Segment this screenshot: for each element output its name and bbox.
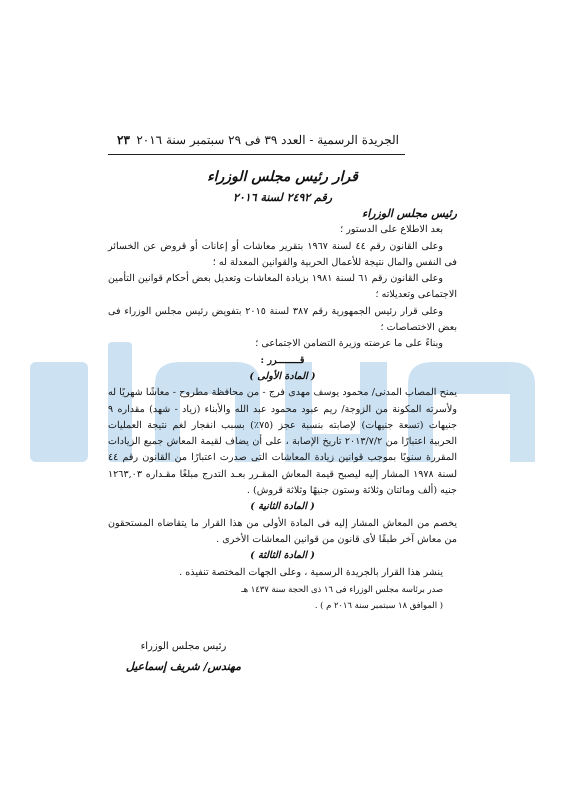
- signature-block: [126, 637, 241, 677]
- article-1-text: يمنح المصاب المدنى/ محمود يوسف مهدى فرج - من محافظة مطروح - معاشًا شهريًا له ولأسرته المكونة من الزوجة/ ريم عبود محمود عبد الله والأبناء (زياد - شهد) مقداره ٩ جنيهات (تسعة جنيهات) لإصابته بنسبة عجز (٧٥٪) بسبب انفجار لغم نتيجة العمليات الحربية اعتبارًا من ٢٠١٣/٧/٢ تاريخ الإصابة ، على أن يضاف لقيمة المعاش جميع الزيادات المقررة سنويًا بموجب قوانين زيادة المعاشات التى صدرت اعتبارًا من القانون رقم ٤٤ لسنة ١٩٧٨ المشار إليه ليصبح قيمة المعاش المقـرر بعـد التدرج مبلغًا مقـداره ١٢٦٣,٠٣ جنيه (ألف ومائتان وثلاثة وستون جنيهًا وثلاثة قروش) .: [108, 387, 458, 497]
- article-2-text: يخصم من المعاش المشار إليه فى المادة الأولى من هذا القرار ما يتقاضاه المستحقون من معاش آخر طبقًا لأى قانون من قوانين المعاشات الأخرى .: [108, 517, 457, 545]
- decides-heading: قــــــــرر :: [260, 354, 305, 366]
- article-1-heading: ( المادة الأولى ): [249, 370, 316, 382]
- preamble-item: وبناءً على ما عرضته وزيرة التضامن الاجتماعى ؛: [255, 338, 443, 350]
- gazette-header-title: الجريدة الرسمية - العدد ٣٩ فى ٢٩ سبتمبر سنة ٢٠١٦: [136, 133, 399, 147]
- signatory-name: مهندس/ شريف إسماعيل: [125, 660, 241, 673]
- page-header: [0, 133, 565, 155]
- preamble-item: وعلى القانون رقم ٤٤ لسنة ١٩٦٧ بتقرير معاشات أو إعانات أو قروض عن الخسائر فى النفس والمال نتيجة للأعمال الحربية والقوانين المعدلة له ؛: [108, 240, 457, 268]
- issued-date-gregorian: ( الموافق ١٨ سبتمبر سنة ٢٠١٦ م ) .: [314, 600, 443, 611]
- issuing-authority: رئيس مجلس الوزراء: [362, 207, 457, 220]
- article-3-heading: ( المادة الثالثة ): [250, 550, 315, 562]
- header-divider: [108, 154, 405, 155]
- signatory-title: رئيس مجلس الوزراء: [140, 641, 227, 652]
- article-2-heading: ( المادة الثانية ): [250, 501, 315, 513]
- preamble-item: وعلى القانون رقم ٦١ لسنة ١٩٨١ بزيادة المعاشات وتعديل بعض أحكام قوانين التأمين الاجتماعى وتعديلاته ؛: [108, 273, 457, 301]
- preamble-item: بعد الاطلاع على الدستور ؛: [340, 224, 443, 236]
- article-3-text: ينشر هذا القرار بالجريدة الرسمية ، وعلى الجهات المختصة تنفيذه .: [179, 566, 443, 578]
- decree-body: [108, 206, 457, 613]
- issued-date-hijri: صدر برئاسة مجلس الوزراء فى ١٦ ذى الحجة سنة ١٤٣٧ هـ: [241, 583, 443, 594]
- decree-title: قرار رئيس مجلس الوزراء: [207, 169, 358, 185]
- page-number: ٢٣: [117, 133, 130, 147]
- preamble-item: وعلى قرار رئيس الجمهورية رقم ٣٨٧ لسنة ٢٠١٥ بتفويض رئيس مجلس الوزراء فى بعض الاختصاصات ؛: [108, 305, 457, 334]
- decree-number: رقم ٢٤٩٢ لسنة ٢٠١٦: [232, 191, 333, 204]
